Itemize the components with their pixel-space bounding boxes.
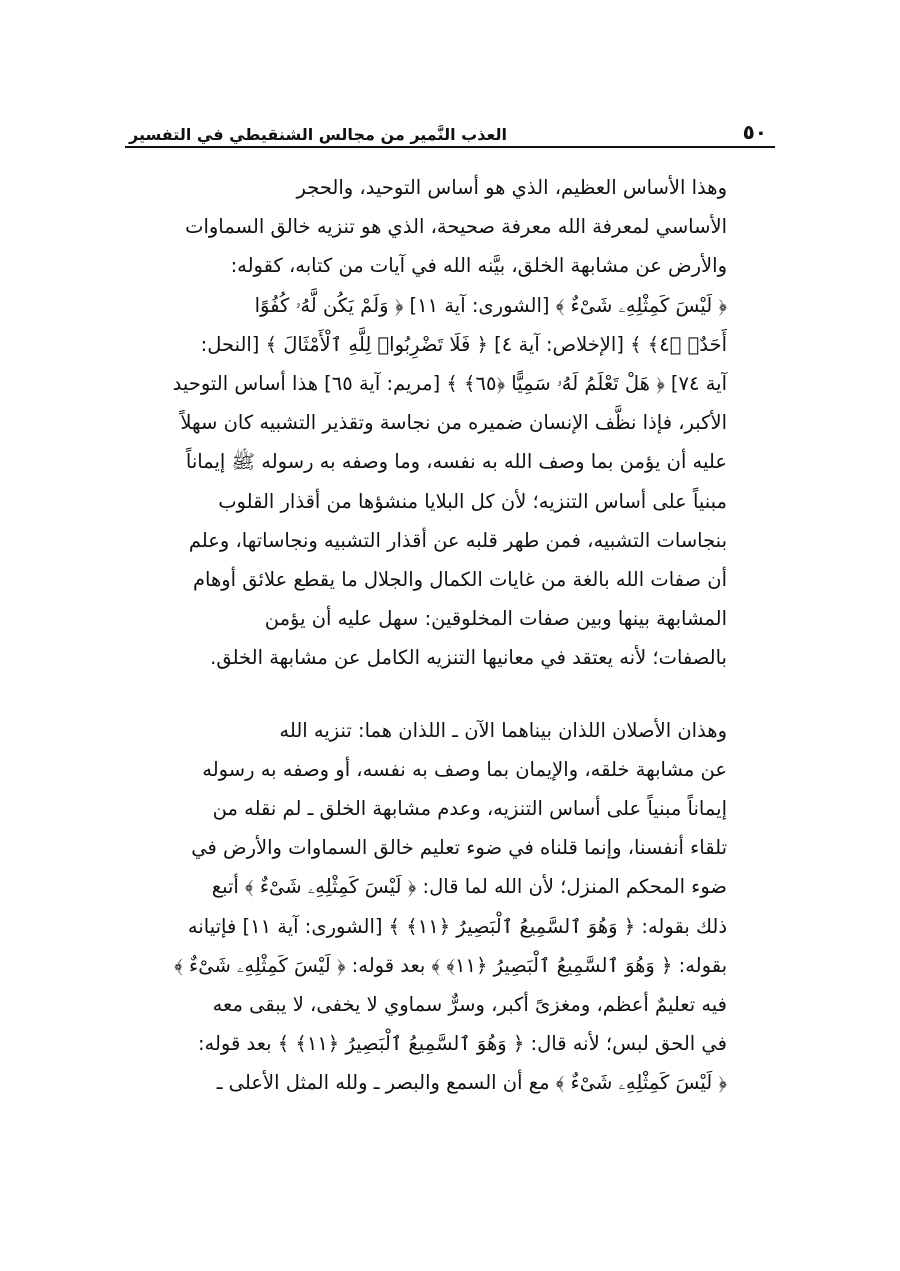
- text-line: عن مشابهة خلقه، والإيمان بما وصف به نفسه، أو وصفه به رسوله: [202, 757, 727, 781]
- paragraph: [125, 711, 775, 1103]
- header-rule: [125, 146, 775, 148]
- paragraph: [125, 168, 775, 678]
- text-line: ضوء المحكم المنزل؛ لأن الله لما قال: ﴿ لَيْسَ كَمِثْلِهِۦ شَىْءٌ ﴾ أتبع: [211, 875, 727, 899]
- book-title: العذب النَّمير من مجالس الشنقيطي في التفسير: [129, 125, 507, 144]
- text-line: تلقاء أنفسنا، وإنما قلناه في ضوء تعليم خالق السماوات والأرض في: [191, 836, 727, 860]
- text-line: وهذان الأصلان اللذان بيناهما الآن ـ اللذان هما: تنزيه الله: [279, 718, 727, 742]
- text-line: آية ٧٤] ﴿ هَلْ تَعْلَمُ لَهُۥ سَمِيًّا ﴿٦٥﴾ ﴾ [مريم: آية ٦٥] هذا أساس التوحيد: [172, 372, 727, 396]
- text-line: ذلك بقوله: ﴿ وَهُوَ ٱلسَّمِيعُ ٱلْبَصِيرُ ﴿١١﴾ ﴾ [الشورى: آية ١١] فإتيانه: [187, 914, 727, 938]
- text-line: مبنياً على أساس التنزيه؛ لأن كل البلايا منشؤها من أقذار القلوب: [218, 489, 727, 513]
- text-line: أَحَدٌۢ ﴿٤﴾ ﴾ [الإخلاص: آية ٤] ﴿ فَلَا تَضْرِبُوا۟ لِلَّهِ ٱلْأَمْثَالَ ﴾ [النحل:: [200, 332, 727, 356]
- text-line: المشابهة بينها وبين صفات المخلوقين: سهل عليه أن يؤمن: [264, 607, 727, 631]
- text-line: في الحق لبس؛ لأنه قال: ﴿ وَهُوَ ٱلسَّمِيعُ ٱلْبَصِيرُ ﴿١١﴾ ﴾ بعد قوله:: [197, 1032, 727, 1056]
- text-line: بنجاسات التشبيه، فمن طهر قلبه عن أقذار التشبيه ونجاساتها، وعلم: [188, 528, 727, 552]
- text-line: بالصفات؛ لأنه يعتقد في معانيها التنزيه الكامل عن مشابهة الخلق.: [210, 646, 727, 670]
- text-line: ﴿ لَيْسَ كَمِثْلِهِۦ شَىْءٌ ﴾ [الشورى: آية ١١] ﴿ وَلَمْ يَكُن لَّهُۥ كُفُوًا: [254, 293, 727, 317]
- body-text: [125, 168, 775, 1103]
- running-header: [125, 104, 775, 144]
- text-line: أن صفات الله بالغة من غايات الكمال والجلال ما يقطع علائق أوهام: [192, 568, 727, 592]
- page-number: ٥٠: [742, 120, 767, 144]
- text-line: فيه تعليمٌ أعظم، ومغزىً أكبر، وسرٌّ سماوي لا يخفى، لا يبقى معه: [212, 993, 727, 1017]
- book-page: [125, 0, 775, 1271]
- text-line: إيماناً مبنياً على أساس التنزيه، وعدم مشابهة الخلق ـ لم نقله من: [212, 797, 727, 821]
- text-line: والأرض عن مشابهة الخلق، بيَّنه الله في آيات من كتابه، كقوله:: [230, 254, 727, 278]
- text-line: بقوله: ﴿ وَهُوَ ٱلسَّمِيعُ ٱلْبَصِيرُ ﴿١١﴾ ﴾ بعد قوله: ﴿ لَيْسَ كَمِثْلِهِۦ شَىْءٌ ﴾: [174, 953, 727, 977]
- text-line: الأكبر، فإذا نظَّف الإنسان ضميره من نجاسة وتقذير التشبيه كان سهلاً: [180, 411, 727, 435]
- text-line: الأساسي لمعرفة الله معرفة صحيحة، الذي هو تنزيه خالق السماوات: [185, 215, 727, 239]
- text-line: عليه أن يؤمن بما وصف الله به نفسه، وما وصفه به رسوله ﷺ إيماناً: [185, 450, 727, 474]
- text-line: ﴿ لَيْسَ كَمِثْلِهِۦ شَىْءٌ ﴾ مع أن السمع والبصر ـ ولله المثل الأعلى ـ: [216, 1071, 727, 1095]
- text-line: وهذا الأساس العظيم، الذي هو أساس التوحيد، والحجر: [296, 176, 727, 199]
